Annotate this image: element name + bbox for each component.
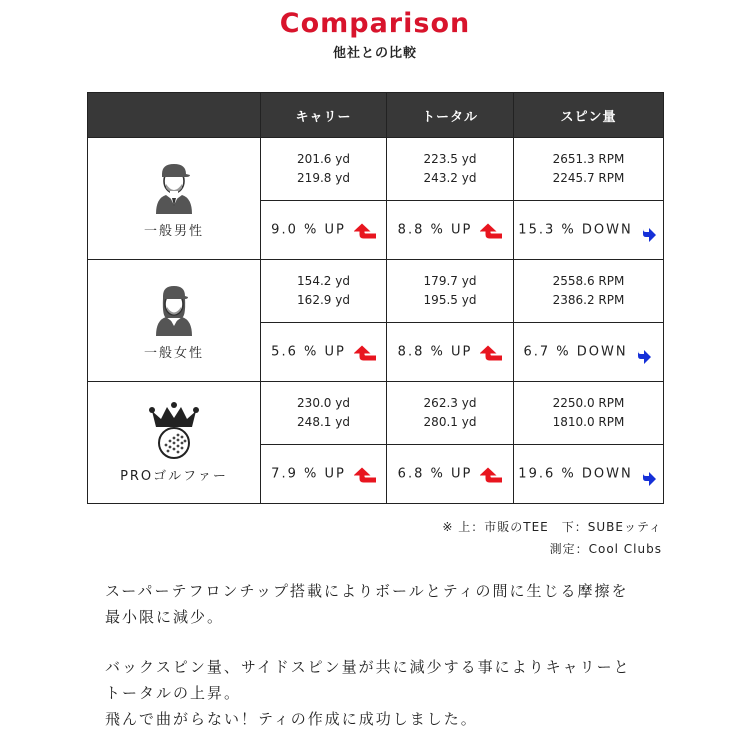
category-cell: [88, 260, 261, 382]
total-values: 179.7 yd 195.5 yd: [387, 260, 514, 323]
up-arrow-icon: [480, 338, 502, 366]
header-corner: [88, 93, 261, 138]
category-cell: [88, 382, 261, 504]
total-diff: 8.8 % UP: [387, 323, 514, 382]
category-label: PROゴルファー: [120, 469, 228, 484]
carry-diff: 9.0 % UP: [261, 201, 387, 260]
table-header-row: [88, 93, 664, 138]
column-header-spin: スピン量: [514, 93, 664, 138]
total-diff: 6.8 % UP: [387, 445, 514, 504]
up-arrow-icon: [354, 460, 376, 488]
up-arrow-icon: [354, 338, 376, 366]
spin-values: 2651.3 RPM 2245.7 RPM: [514, 138, 664, 201]
total-diff: 8.8 % UP: [387, 201, 514, 260]
category-label: 一般男性: [143, 224, 204, 239]
female-golfer-icon: [150, 280, 198, 336]
spin-diff: 19.6 % DOWN: [514, 445, 664, 504]
category-label: 一般女性: [143, 346, 204, 361]
carry-values: 201.6 yd 219.8 yd: [261, 138, 387, 201]
page-title: Comparison: [279, 8, 471, 39]
up-arrow-icon: [480, 216, 502, 244]
page-subtitle: 他社との比較: [332, 46, 417, 61]
spin-values: 2250.0 RPM 1810.0 RPM: [514, 382, 664, 445]
male-golfer-icon: [150, 158, 198, 214]
table-row-values: [88, 138, 664, 201]
down-arrow-icon: [641, 217, 659, 243]
carry-diff: 7.9 % UP: [261, 445, 387, 504]
body-line: スーパーテフロンチップ搭載によりボールとティの間に生じる摩擦を: [105, 582, 629, 600]
description-text: [105, 578, 705, 732]
up-arrow-icon: [480, 460, 502, 488]
column-header-total: トータル: [387, 93, 514, 138]
comparison-table: [87, 92, 664, 504]
down-arrow-icon: [636, 339, 654, 365]
carry-diff: 5.6 % UP: [261, 323, 387, 382]
category-cell: [88, 138, 261, 260]
table-row-values: [88, 260, 664, 323]
up-arrow-icon: [354, 216, 376, 244]
body-line: 飛んで曲がらない！ティの作成に成功しました。: [105, 710, 478, 728]
carry-values: 230.0 yd 248.1 yd: [261, 382, 387, 445]
total-values: 262.3 yd 280.1 yd: [387, 382, 514, 445]
measurement-notes: [442, 516, 662, 560]
note-legend: ※ 上：市販のTEE 下：SUBEッティ: [442, 520, 662, 534]
spin-values: 2558.6 RPM 2386.2 RPM: [514, 260, 664, 323]
total-values: 223.5 yd 243.2 yd: [387, 138, 514, 201]
column-header-carry: キャリー: [261, 93, 387, 138]
spin-diff: 15.3 % DOWN: [514, 201, 664, 260]
body-line: 最小限に減少。: [105, 608, 225, 626]
body-line: バックスピン量、サイドスピン量が共に減少する事によりキャリーと: [105, 658, 631, 676]
table-row-values: [88, 382, 664, 445]
crowned-golf-ball-icon: [148, 401, 200, 459]
down-arrow-icon: [641, 461, 659, 487]
body-line: トータルの上昇。: [105, 684, 242, 702]
carry-values: 154.2 yd 162.9 yd: [261, 260, 387, 323]
spin-diff: 6.7 % DOWN: [514, 323, 664, 382]
note-measured-by: 測定：Cool Clubs: [549, 542, 662, 556]
